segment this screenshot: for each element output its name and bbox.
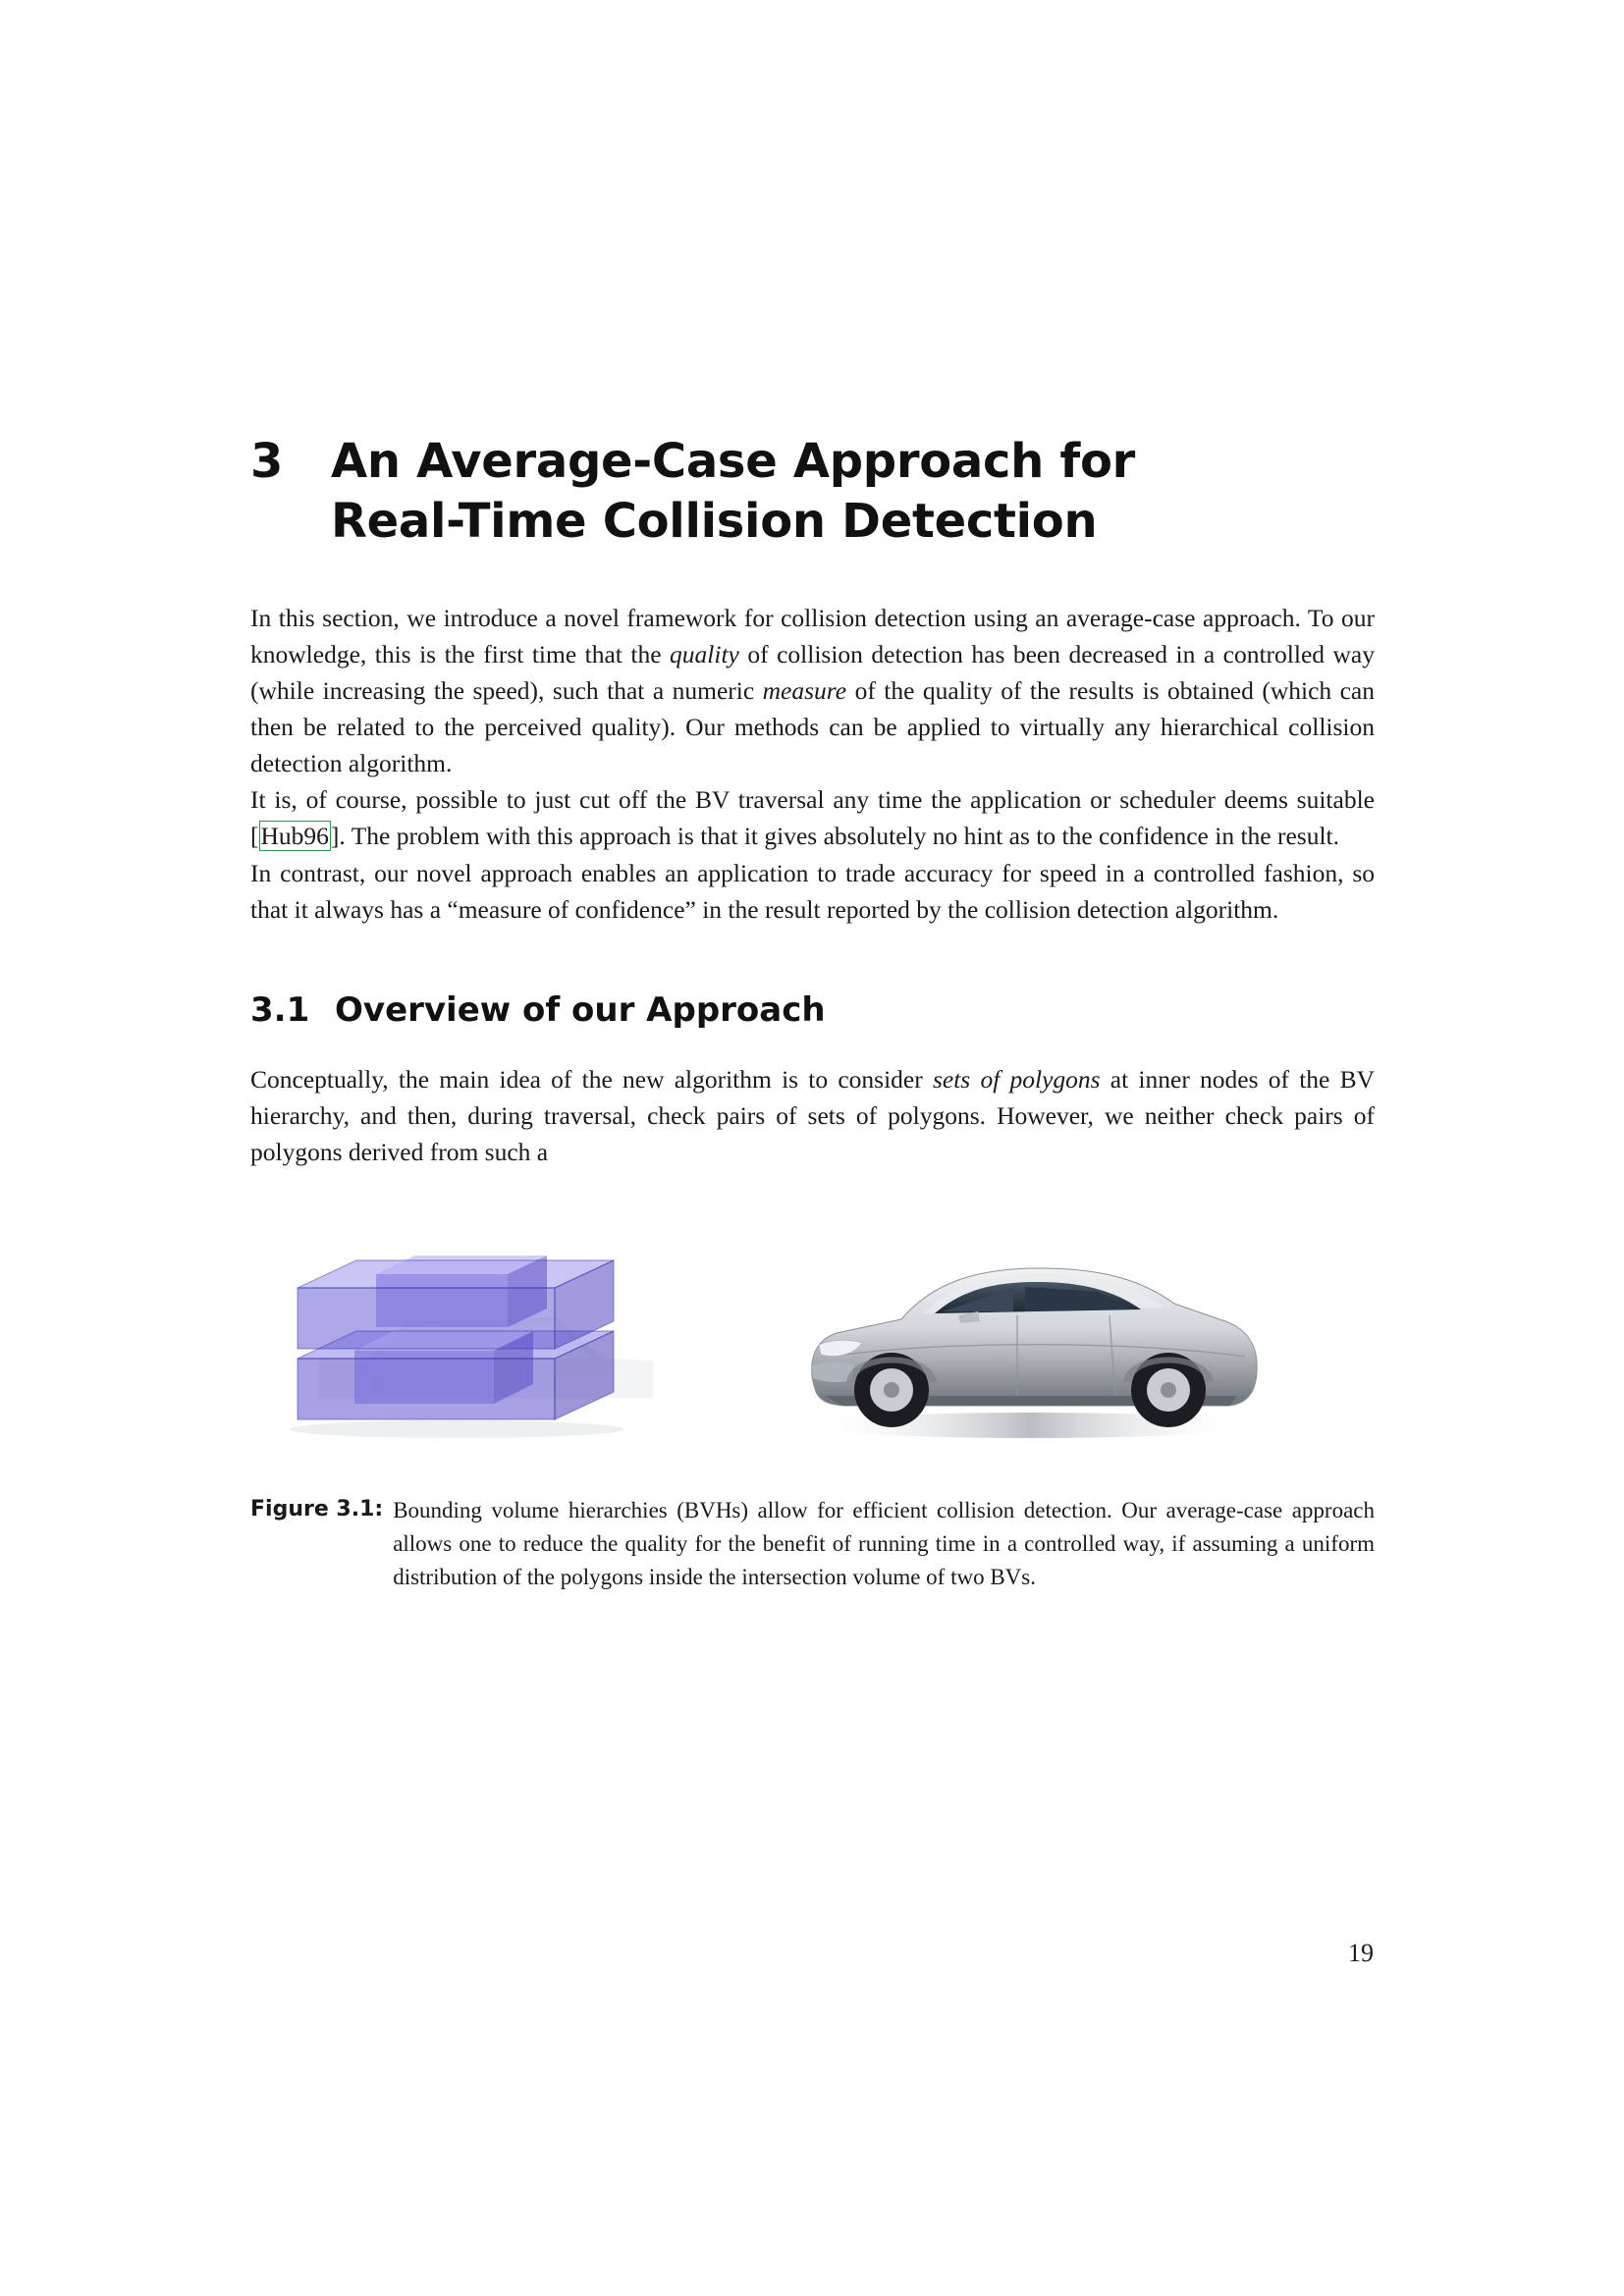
chapter-title: [331, 432, 1375, 553]
chapter-title-line-2: Real-Time Collision Detection: [331, 494, 1098, 550]
emphasis-measure: measure: [762, 676, 847, 706]
section-number: 3.1: [250, 989, 310, 1030]
paragraph-concept: [250, 1061, 1375, 1170]
paragraph-concept-part-1: Conceptually, the main idea of the new algorithm is to consider: [250, 1064, 933, 1094]
emphasis-quality: quality: [670, 639, 739, 668]
figure-illustration: [250, 1211, 1375, 1468]
section-title: Overview of our Approach: [335, 989, 826, 1030]
paragraph-contrast: In contrast, our novel approach enables an application to trade accuracy for speed in a controlled fashion, so that it always has a “measure of confidence” in the result reported by the collision detection algorithm.: [250, 858, 1375, 924]
paragraph-intro-part-2: of collision detection has been decreased in a controlled way (while increasing the speed), such that a numeric: [250, 639, 1375, 706]
bvh-illustration: [290, 1255, 653, 1438]
figure-caption: [250, 1494, 1375, 1593]
paragraph-traversal-part-1: It is, of course, possible to just cut off the BV traversal any time the application or scheduler deems suitable [: [250, 785, 1375, 851]
figure-caption-label: Figure 3.1:: [250, 1497, 384, 1522]
chapter-heading: [250, 432, 1375, 553]
paragraph-intro-part-3: of the quality of the results is obtained (which can then be related to the perceived quality). Our methods can be applied to virtually any hierarchical collision detection algorithm.: [250, 676, 1376, 778]
paragraph-traversal-part-2: ]. The problem with this approach is that it gives absolutely no hint as to the confidence in the result.: [330, 822, 1340, 851]
paragraph-concept-part-2: at inner nodes of the BV hierarchy, and then, during traversal, check pairs of sets of polygons. However, we neither check pairs of polygons derived from such a: [250, 1064, 1375, 1166]
chapter-number: 3: [250, 434, 284, 489]
figure-caption-text: Bounding volume hierarchies (BVHs) allow for efficient collision detection. Our average-case approach allows one to reduce the quality for the benefit of running time in a controlled way, if assuming a uniform distribution of the polygons inside the intersection volume of two BVs.: [393, 1498, 1375, 1589]
paragraph-intro: [250, 600, 1375, 781]
page-content: [250, 0, 1375, 1593]
car-render: [810, 1268, 1257, 1438]
paragraph-intro-part-1: In this section, we introduce a novel framework for collision detection using an average-case approach. To our knowledge, this is the first time that the: [250, 603, 1375, 668]
chapter-title-line-1: An Average-Case Approach for: [331, 434, 1136, 489]
section-heading-overview: [250, 990, 1375, 1030]
citation-link-hub96[interactable]: Hub96: [260, 822, 329, 851]
page-number: 19: [1348, 1939, 1374, 1967]
paragraph-traversal-cutoff: [250, 781, 1375, 854]
figure-image-area: [250, 1211, 1375, 1468]
figure-3-1: [250, 1211, 1375, 1593]
emphasis-sets-of-polygons: sets of polygons: [932, 1064, 1101, 1094]
